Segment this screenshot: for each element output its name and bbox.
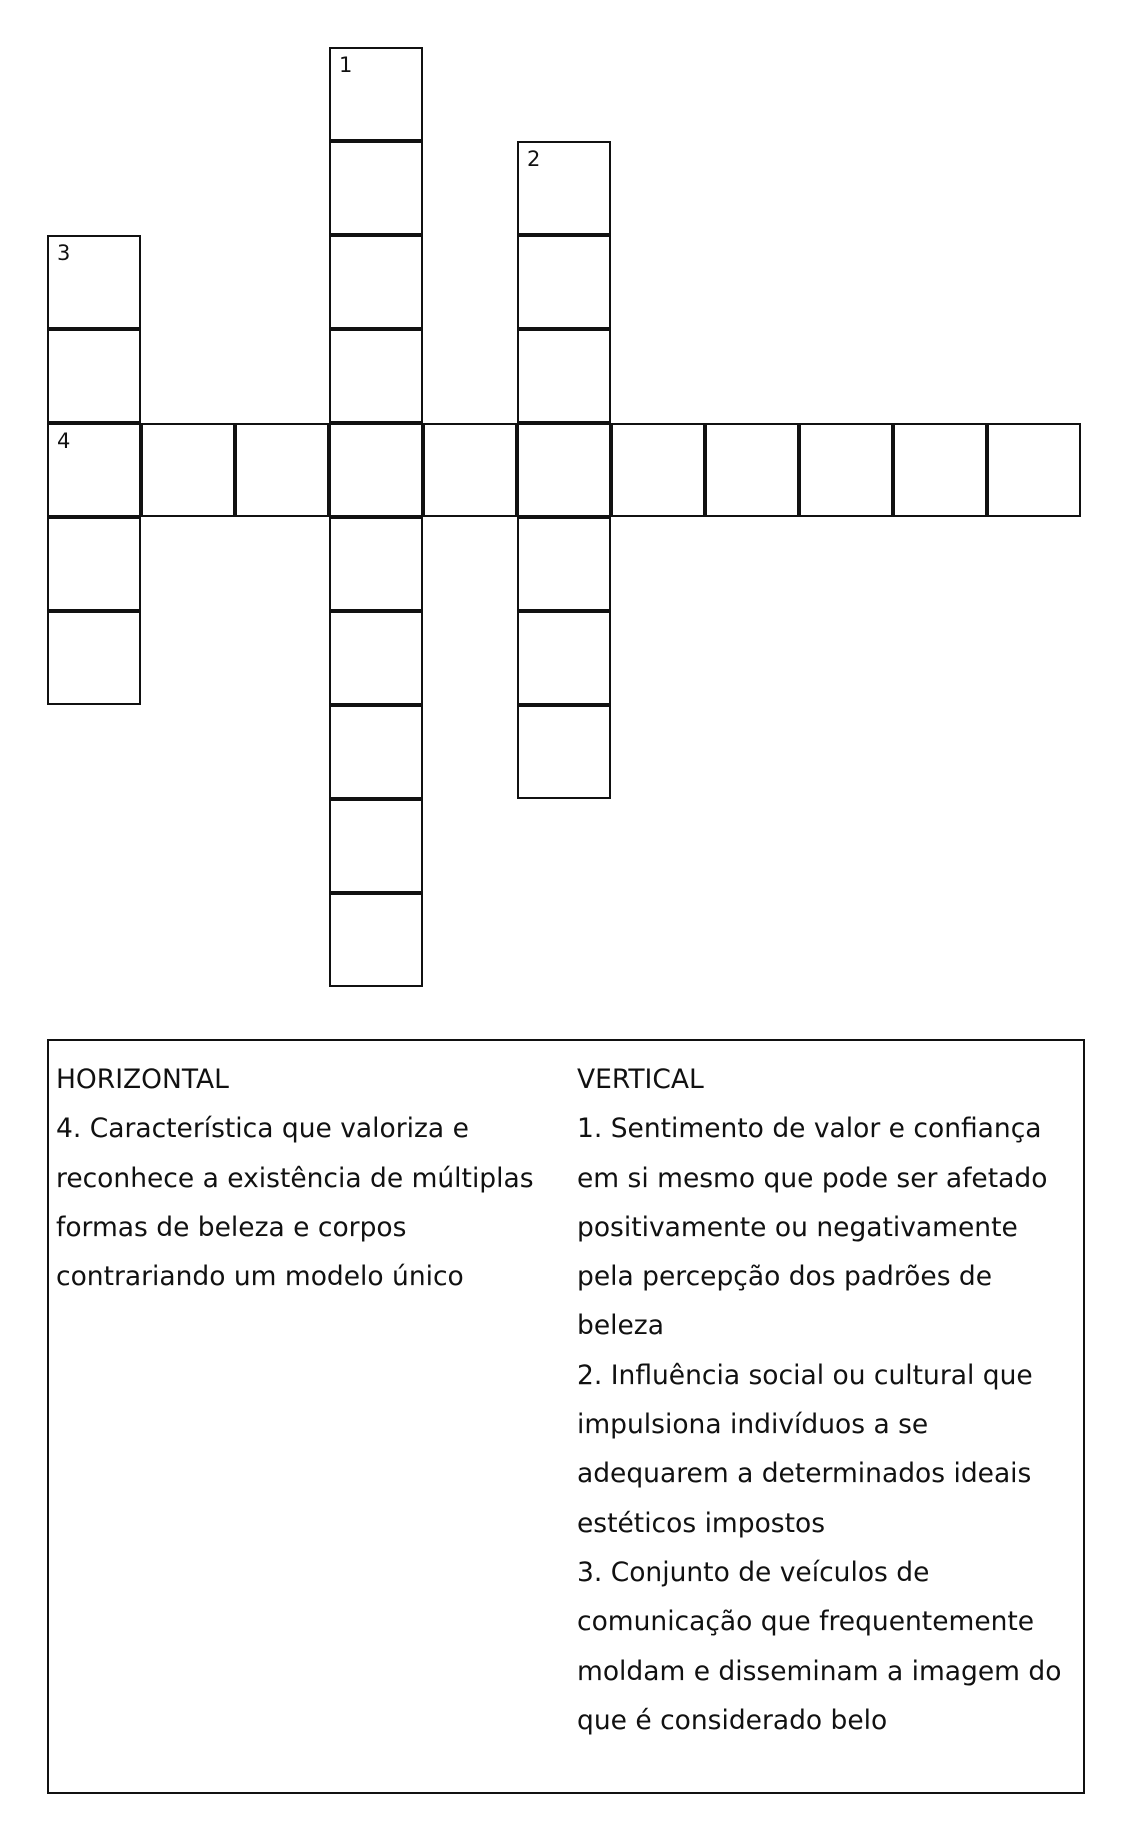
crossword-cell[interactable] xyxy=(235,423,329,517)
crossword-cell[interactable] xyxy=(47,235,141,329)
horizontal-clue-text xyxy=(56,1104,556,1301)
crossword-cell[interactable] xyxy=(517,611,611,705)
crossword-cell[interactable] xyxy=(329,235,423,329)
vertical-clue-line: em si mesmo que pode ser afetado xyxy=(577,1162,1048,1194)
crossword-cell[interactable] xyxy=(893,423,987,517)
crossword-cell[interactable] xyxy=(329,141,423,235)
crossword-cell[interactable] xyxy=(329,47,423,141)
crossword-cell[interactable] xyxy=(517,423,611,517)
horizontal-clue-line: 4. Característica que valoriza e xyxy=(56,1113,469,1145)
crossword-cell[interactable] xyxy=(329,893,423,987)
horizontal-clue-line: contrariando um modelo único xyxy=(56,1261,464,1293)
horizontal-clues xyxy=(56,1055,556,1301)
crossword-cell[interactable] xyxy=(517,517,611,611)
crossword-cell[interactable] xyxy=(47,329,141,423)
crossword-cell[interactable] xyxy=(517,141,611,235)
crossword-cell[interactable] xyxy=(141,423,235,517)
vertical-clue-text xyxy=(577,1104,1077,1745)
crossword-cell[interactable] xyxy=(705,423,799,517)
crossword-cell[interactable] xyxy=(47,423,141,517)
horizontal-clue-line: formas de beleza e corpos xyxy=(56,1211,407,1243)
vertical-clue-line: que é considerado belo xyxy=(577,1704,888,1736)
crossword-cell[interactable] xyxy=(517,235,611,329)
vertical-clue-line: impulsiona indivíduos a se xyxy=(577,1409,929,1441)
crossword-cell[interactable] xyxy=(987,423,1081,517)
crossword-cell[interactable] xyxy=(611,423,705,517)
crossword-cell[interactable] xyxy=(329,423,423,517)
crossword-cell[interactable] xyxy=(47,517,141,611)
crossword-cell[interactable] xyxy=(329,329,423,423)
crossword-cell[interactable] xyxy=(329,517,423,611)
vertical-heading: VERTICAL xyxy=(577,1064,704,1095)
clue-number: 4 xyxy=(57,429,71,453)
clue-number: 2 xyxy=(527,147,541,171)
vertical-clue-line: comunicação que frequentemente xyxy=(577,1606,1035,1638)
vertical-clues xyxy=(577,1055,1077,1745)
vertical-clue-line: estéticos impostos xyxy=(577,1507,825,1539)
horizontal-clue-line: reconhece a existência de múltiplas xyxy=(56,1162,534,1194)
crossword-cell[interactable] xyxy=(799,423,893,517)
crossword-cell[interactable] xyxy=(329,611,423,705)
crossword-cell[interactable] xyxy=(423,423,517,517)
vertical-clue-line: moldam e disseminam a imagem do xyxy=(577,1655,1062,1687)
vertical-clue-line: 2. Influência social ou cultural que xyxy=(577,1359,1033,1391)
horizontal-heading: HORIZONTAL xyxy=(56,1064,229,1095)
vertical-clue-line: beleza xyxy=(577,1310,664,1342)
vertical-clue-line: pela percepção dos padrões de xyxy=(577,1261,993,1293)
vertical-clue-line: 3. Conjunto de veículos de xyxy=(577,1556,930,1588)
crossword-cell[interactable] xyxy=(329,799,423,893)
crossword-cell[interactable] xyxy=(517,329,611,423)
vertical-clue-line: adequarem a determinados ideais xyxy=(577,1458,1032,1490)
vertical-clue-line: 1. Sentimento de valor e confiança xyxy=(577,1113,1042,1145)
crossword-cell[interactable] xyxy=(329,705,423,799)
crossword-cell[interactable] xyxy=(517,705,611,799)
crossword-cell[interactable] xyxy=(47,611,141,705)
clue-number: 1 xyxy=(339,53,353,77)
clue-box xyxy=(47,1039,1085,1794)
clue-number: 3 xyxy=(57,241,71,265)
vertical-clue-line: positivamente ou negativamente xyxy=(577,1211,1018,1243)
